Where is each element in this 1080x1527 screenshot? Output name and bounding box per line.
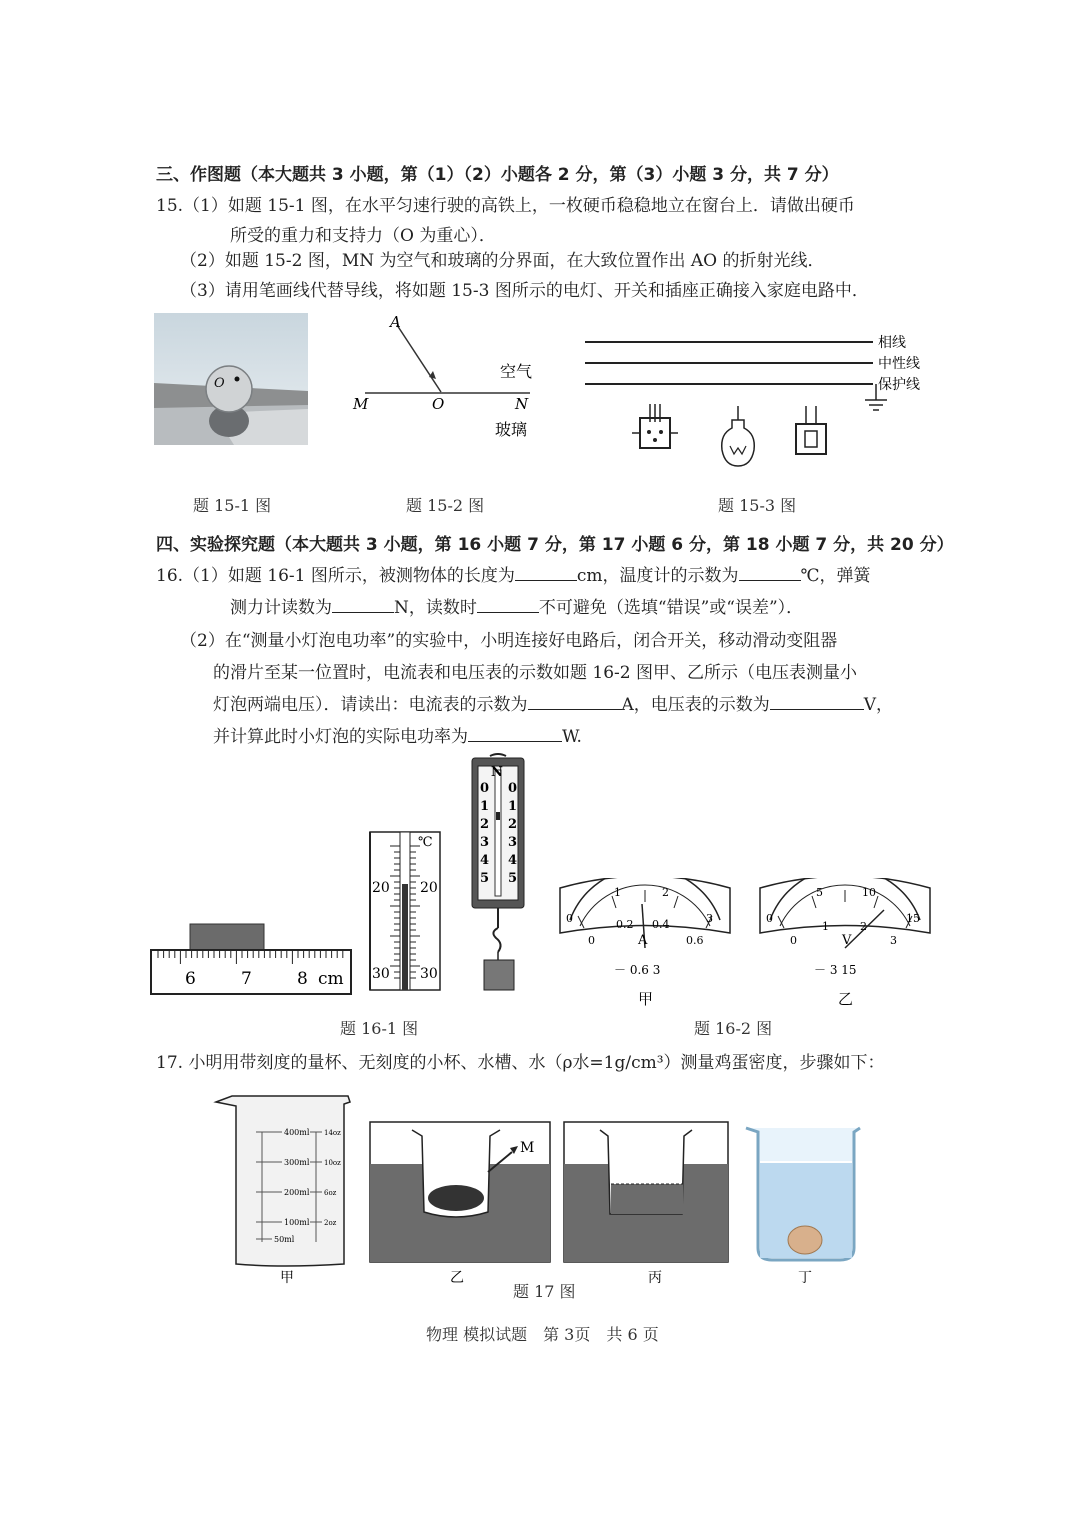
label-a: A — [390, 313, 401, 331]
ruler-tick-6: 6 — [185, 969, 196, 989]
ammeter-top-3: 3 — [706, 912, 713, 925]
cup-200ml: 200ml — [284, 1188, 310, 1197]
q15-1-line1: 15.（1）如题 15-1 图，在水平匀速行驶的高铁上，一枚硬币稳稳地立在窗台上．请做出硬币 — [156, 196, 855, 216]
voltmeter-label: 乙 — [838, 990, 854, 1008]
ammeter-mid-2: 0.4 — [652, 918, 670, 931]
cup-2oz: 2oz — [324, 1219, 337, 1227]
ammeter-terminals: － 0.6 3 — [614, 963, 661, 977]
spring-tick-r1: 1 — [508, 799, 518, 814]
egg — [788, 1226, 822, 1254]
fig15-3-caption: 题 15-3 图 — [718, 496, 797, 515]
voltmeter-terminals: － 3 15 — [814, 963, 857, 977]
fig15-1-caption: 题 15-1 图 — [193, 496, 272, 515]
voltmeter-mid-2: 2 — [860, 920, 867, 933]
q17-text: 17. 小明用带刻度的量杯、无刻度的小杯、水槽、水（ρ水=1g/cm³）测量鸡蛋密度，步骤如下： — [156, 1053, 885, 1073]
voltmeter-top-15: 15 — [906, 912, 920, 925]
label-yi: 乙 — [450, 1270, 464, 1286]
fig15-1-coin-photo — [154, 313, 308, 445]
ruler-unit: cm — [318, 969, 344, 989]
ammeter-symbol: A — [638, 933, 648, 948]
spring-unit: N — [491, 765, 503, 780]
label-air: 空气 — [500, 362, 533, 381]
fig15-2-caption: 题 15-2 图 — [406, 496, 485, 515]
ammeter-zero-mid: 0 — [588, 934, 595, 947]
label-ding: 丁 — [798, 1270, 812, 1286]
fig16-1-spring-scale — [466, 752, 530, 992]
ammeter-zero-top: 0 — [566, 912, 573, 925]
cup-300ml: 300ml — [284, 1158, 310, 1167]
label-n: N — [515, 395, 529, 413]
label-o: O — [432, 395, 445, 413]
fig15-3-circuit — [580, 328, 930, 478]
voltmeter-mid-1: 1 — [822, 920, 829, 933]
cup-400ml: 400ml — [284, 1128, 310, 1137]
q15-1-line2: 所受的重力和支持力（O 为重心）． — [230, 226, 496, 246]
fig16-2-caption: 题 16-2 图 — [694, 1019, 773, 1038]
thermo-20-right: 20 — [420, 880, 438, 896]
fig17-caption: 题 17 图 — [513, 1282, 576, 1301]
voltmeter-top-5: 5 — [816, 886, 823, 899]
ruler-tick-8: 8 — [297, 969, 308, 989]
fig15-1-label-o: O — [214, 376, 225, 391]
q16-2-line1: （2）在“测量小灯泡电功率”的实验中，小明连接好电路后，闭合开关，移动滑动变阻器 — [180, 631, 838, 651]
blank-temperature — [739, 566, 801, 581]
q16-1-line2: 测力计读数为 N，读数时 不可避免（选填“错误”或“误差”）． — [230, 598, 804, 618]
q15-2-text: （2）如题 15-2 图，MN 为空气和玻璃的分界面，在大致位置作出 AO 的折射光线． — [180, 251, 825, 271]
fig16-1-caption: 题 16-1 图 — [340, 1019, 419, 1038]
ammeter-label: 甲 — [638, 990, 654, 1008]
ammeter-top-2: 2 — [662, 886, 669, 899]
incident-ray — [397, 325, 441, 392]
section4-heading: 四、实验探究题（本大题共 3 小题，第 16 小题 7 分，第 17 小题 6 分，第 18 小题 7 分，共 20 分） — [156, 535, 954, 555]
spring-tick-r4: 4 — [508, 853, 518, 868]
cup-100ml: 100ml — [284, 1218, 310, 1227]
blank-force — [332, 598, 394, 613]
pointer — [496, 812, 500, 820]
spring-tick-r0: 0 — [508, 781, 518, 796]
lamp-icon — [722, 406, 755, 466]
q16-2-line3: 灯泡两端电压）．请读出：电流表的示数为 A，电压表的示数为 V， — [213, 695, 894, 715]
voltmeter-mid-3: 3 — [890, 934, 897, 947]
ammeter-mid-1: 0.2 — [616, 918, 634, 931]
q16-1-line1: 16.（1）如题 16-1 图所示，被测物体的长度为 cm，温度计的示数为 ℃，弹簧 — [156, 566, 871, 586]
fig16-2-ammeter — [556, 878, 734, 1008]
fig17-figures — [212, 1092, 862, 1302]
q16-2-line4: 并计算此时小灯泡的实际电功率为 W. — [213, 727, 582, 747]
socket-icon — [632, 404, 678, 448]
fig16-1-ruler — [148, 920, 354, 996]
thermo-20-left: 20 — [372, 880, 390, 896]
page-footer: 物理 模拟试题 第 3页 共 6 页 — [426, 1325, 659, 1344]
spring-tick-l1: 1 — [480, 799, 490, 814]
label-m: M — [353, 395, 369, 413]
label-neutral: 中性线 — [878, 356, 920, 372]
voltmeter-top-10: 10 — [862, 886, 876, 899]
blank-error-type — [477, 598, 539, 613]
label-live: 相线 — [878, 335, 906, 351]
tank-with-egg — [370, 1122, 550, 1286]
measuring-cup — [216, 1096, 350, 1286]
measured-block — [190, 924, 264, 952]
spring-tick-r2: 2 — [508, 817, 518, 832]
fig15-2-refraction — [345, 313, 555, 443]
spring-tick-l2: 2 — [480, 817, 490, 832]
voltmeter-zero-top: 0 — [766, 912, 773, 925]
cup-10oz: 10oz — [324, 1159, 341, 1167]
ammeter-mid-3: 0.6 — [686, 934, 704, 947]
blank-voltage — [770, 695, 864, 710]
label-jia: 甲 — [280, 1270, 294, 1286]
thermo-unit: ℃ — [418, 835, 433, 850]
egg-in-cup — [428, 1185, 484, 1211]
spring-tick-r5: 5 — [508, 871, 518, 886]
hanging-weight — [484, 960, 514, 990]
label-m: M — [520, 1140, 535, 1156]
blank-power — [468, 727, 562, 742]
q16-2-line2: 的滑片至某一位置时，电流表和电压表的示数如题 16-2 图甲、乙所示（电压表测量小 — [213, 663, 857, 683]
q15-3-text: （3）请用笔画线代替导线，将如题 15-3 图所示的电灯、开关和插座正确接入家庭电路中． — [180, 281, 869, 301]
voltmeter-zero-mid: 0 — [790, 934, 797, 947]
blank-current — [528, 695, 622, 710]
cup-50ml: 50ml — [274, 1235, 295, 1244]
voltmeter-symbol: V — [842, 933, 852, 948]
blank-length — [515, 566, 577, 581]
label-earth: 保护线 — [878, 377, 920, 393]
spring-tick-l5: 5 — [480, 871, 490, 886]
spring-tick-r3: 3 — [508, 835, 518, 850]
cup-6oz: 6oz — [324, 1189, 337, 1197]
fig16-2-voltmeter — [756, 878, 934, 1008]
thermo-30-right: 30 — [420, 966, 438, 982]
ammeter-top-1: 1 — [614, 886, 621, 899]
spring-tick-l0: 0 — [480, 781, 490, 796]
spring-tick-l4: 4 — [480, 853, 490, 868]
spring-tick-l3: 3 — [480, 835, 490, 850]
thermo-30-left: 30 — [372, 966, 390, 982]
label-glass: 玻璃 — [495, 420, 528, 439]
cup-14oz: 14oz — [324, 1129, 341, 1137]
switch-icon — [796, 406, 826, 454]
ruler-tick-7: 7 — [241, 969, 252, 989]
fig16-1-thermometer — [366, 826, 444, 992]
tank-with-cup — [564, 1122, 728, 1286]
label-bing: 丙 — [648, 1270, 662, 1286]
beaker-with-egg — [746, 1128, 860, 1286]
section3-heading: 三、作图题（本大题共 3 小题，第（1）（2）小题各 2 分，第（3）小题 3 分，共 7 分） — [156, 165, 839, 185]
mercury-column — [402, 884, 408, 990]
